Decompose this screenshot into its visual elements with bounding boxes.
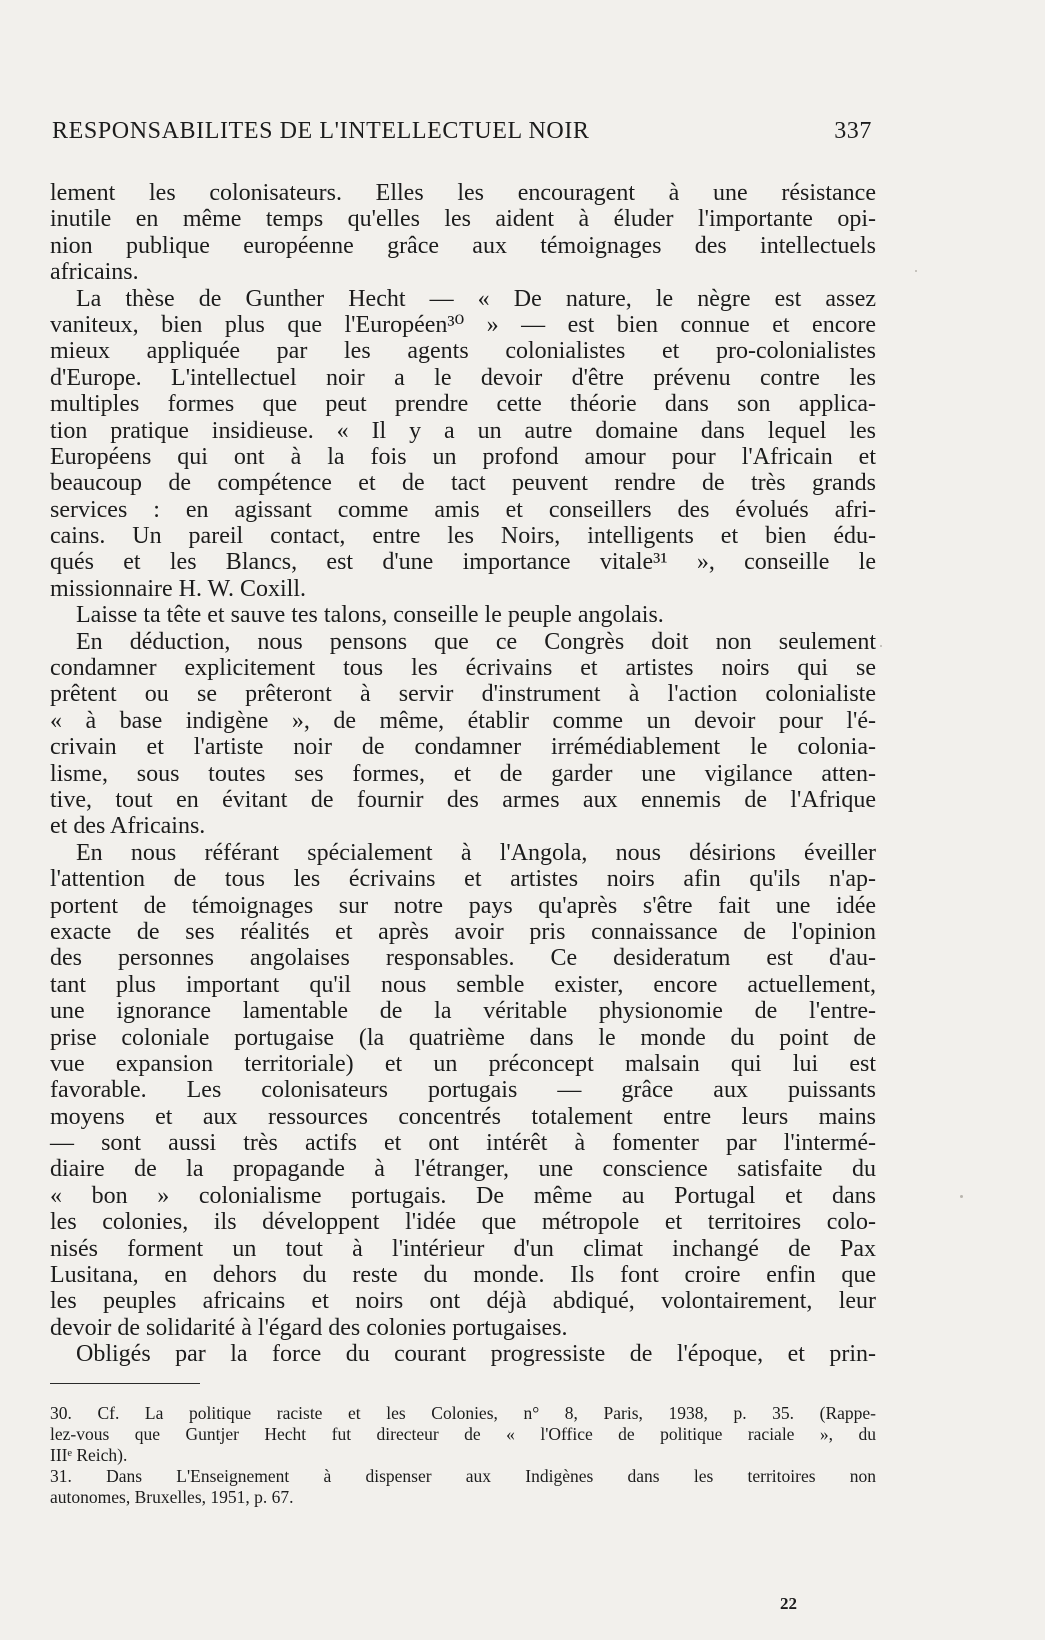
body-line: cains. Un pareil contact, entre les Noirs, intelligents et bien édu- (50, 523, 876, 550)
body-line: exacte de ses réalités et après avoir pris connaissance de l'opinion (50, 918, 876, 945)
footnote-line: 30. Cf. La politique raciste et les Colonies, n° 8, Paris, 1938, p. 35. (Rappe- (50, 1403, 876, 1423)
body-line: condamner explicitement tous les écrivains et artistes noirs qui se (50, 655, 876, 682)
body-line: d'Europe. L'intellectuel noir a le devoir d'être prévenu contre les (50, 364, 876, 391)
body-line: Lusitana, en dehors du reste du monde. Ils font croire enfin que (50, 1262, 876, 1289)
body-line: tion pratique insidieuse. « Il y a un autre domaine dans lequel les (50, 417, 876, 444)
body-line: africains. (50, 259, 139, 286)
body-line: nisés forment un tout à l'intérieur d'un climat inchangé de Pax (50, 1235, 876, 1262)
paper-speck (915, 270, 917, 272)
footnote-line: 31. Dans L'Enseignement à dispenser aux Indigènes dans les territoires non (50, 1466, 876, 1486)
body-line: crivain et l'artiste noir de condamner irrémédiablement le colonia- (50, 734, 876, 761)
body-line: Laisse ta tête et sauve tes talons, conseille le peuple angolais. (76, 602, 664, 629)
body-line: En déduction, nous pensons que ce Congrès doit non seulement (76, 628, 876, 655)
body-line: prise coloniale portugaise (la quatrième dans le monde du point de (50, 1024, 876, 1051)
body-line: les peuples africains et noirs ont déjà abdiqué, volontairement, leur (50, 1288, 876, 1315)
body-line: La thèse de Gunther Hecht — « De nature, le nègre est assez (76, 285, 876, 312)
body-line: moyens et aux ressources concentrés totalement entre leurs mains (50, 1103, 876, 1130)
body-line: services : en agissant comme amis et conseillers des évolués afri- (50, 496, 876, 523)
body-line: prêtent ou se prêteront à servir d'instrument à l'action colonialiste (50, 681, 876, 708)
body-line: une ignorance lamentable de la véritable physionomie de l'entre- (50, 998, 876, 1025)
body-line: En nous référant spécialement à l'Angola, nous désirions éveiller (76, 839, 876, 866)
body-line: diaire de la propagande à l'étranger, une conscience satisfaite du (50, 1156, 876, 1183)
footnote-line: IIIᵉ Reich). (50, 1445, 128, 1465)
body-line: devoir de solidarité à l'égard des colonies portugaises. (50, 1314, 568, 1341)
body-line: l'attention de tous les écrivains et artistes noirs afin qu'ils n'ap- (50, 866, 876, 893)
body-line: « bon » colonialisme portugais. De même au Portugal et dans (50, 1182, 876, 1209)
body-line: tant plus important qu'il nous semble exister, encore actuellement, (50, 971, 876, 998)
body-line: tive, tout en évitant de fournir des armes aux ennemis de l'Afrique (50, 786, 876, 813)
footnote-line: lez-vous que Guntjer Hecht fut directeur de « l'Office de politique raciale », du (50, 1424, 876, 1444)
body-line: — sont aussi très actifs et ont intérêt à fomenter par l'intermé- (50, 1130, 876, 1157)
body-line: vaniteux, bien plus que l'Européen³⁰ » — est bien connue et encore (50, 311, 876, 338)
printer-signature-mark: 22 (780, 1594, 797, 1613)
body-line: portent de témoignages sur notre pays qu'après s'être fait une idée (50, 892, 876, 919)
running-title: RESPONSABILITES DE L'INTELLECTUEL NOIR (52, 118, 590, 144)
body-line: Européens qui ont à la fois un profond amour pour l'Africain et (50, 443, 876, 470)
page-number: 337 (834, 118, 872, 144)
body-line: mieux appliquée par les agents colonialistes et pro-colonialistes (50, 338, 876, 365)
body-line: les colonies, ils développent l'idée que métropole et territoires colo- (50, 1209, 876, 1236)
body-line: beaucoup de compétence et de tact peuvent rendre de très grands (50, 470, 876, 497)
body-text (50, 180, 876, 1368)
body-line: inutile en même temps qu'elles les aident à éluder l'importante opi- (50, 206, 876, 233)
body-line: lisme, sous toutes ses formes, et de garder une vigilance atten- (50, 760, 876, 787)
body-line: lement les colonisateurs. Elles les encouragent à une résistance (50, 180, 876, 206)
footnote-rule (50, 1383, 200, 1384)
body-line: qués et les Blancs, est d'une importance vitale³¹ », conseille le (50, 549, 876, 576)
footnote-line: autonomes, Bruxelles, 1951, p. 67. (50, 1487, 294, 1507)
body-line: et des Africains. (50, 813, 206, 840)
body-line: missionnaire H. W. Coxill. (50, 575, 307, 602)
paper-speck (880, 645, 882, 647)
body-line: multiples formes que peut prendre cette théorie dans son applica- (50, 391, 876, 418)
body-line: favorable. Les colonisateurs portugais — grâce aux puissants (50, 1077, 876, 1104)
body-line: nion publique européenne grâce aux témoignages des intellectuels (50, 232, 876, 259)
body-line: des personnes angolaises responsables. Ce desideratum est d'au- (50, 945, 876, 972)
footnotes (50, 1403, 876, 1508)
body-line: Obligés par la force du courant progressiste de l'époque, et prin- (76, 1341, 876, 1368)
body-line: vue expansion territoriale) et un préconcept malsain qui lui est (50, 1050, 876, 1077)
body-line: « à base indigène », de même, établir comme un devoir pour l'é- (50, 707, 876, 734)
paper-speck (960, 1195, 963, 1198)
